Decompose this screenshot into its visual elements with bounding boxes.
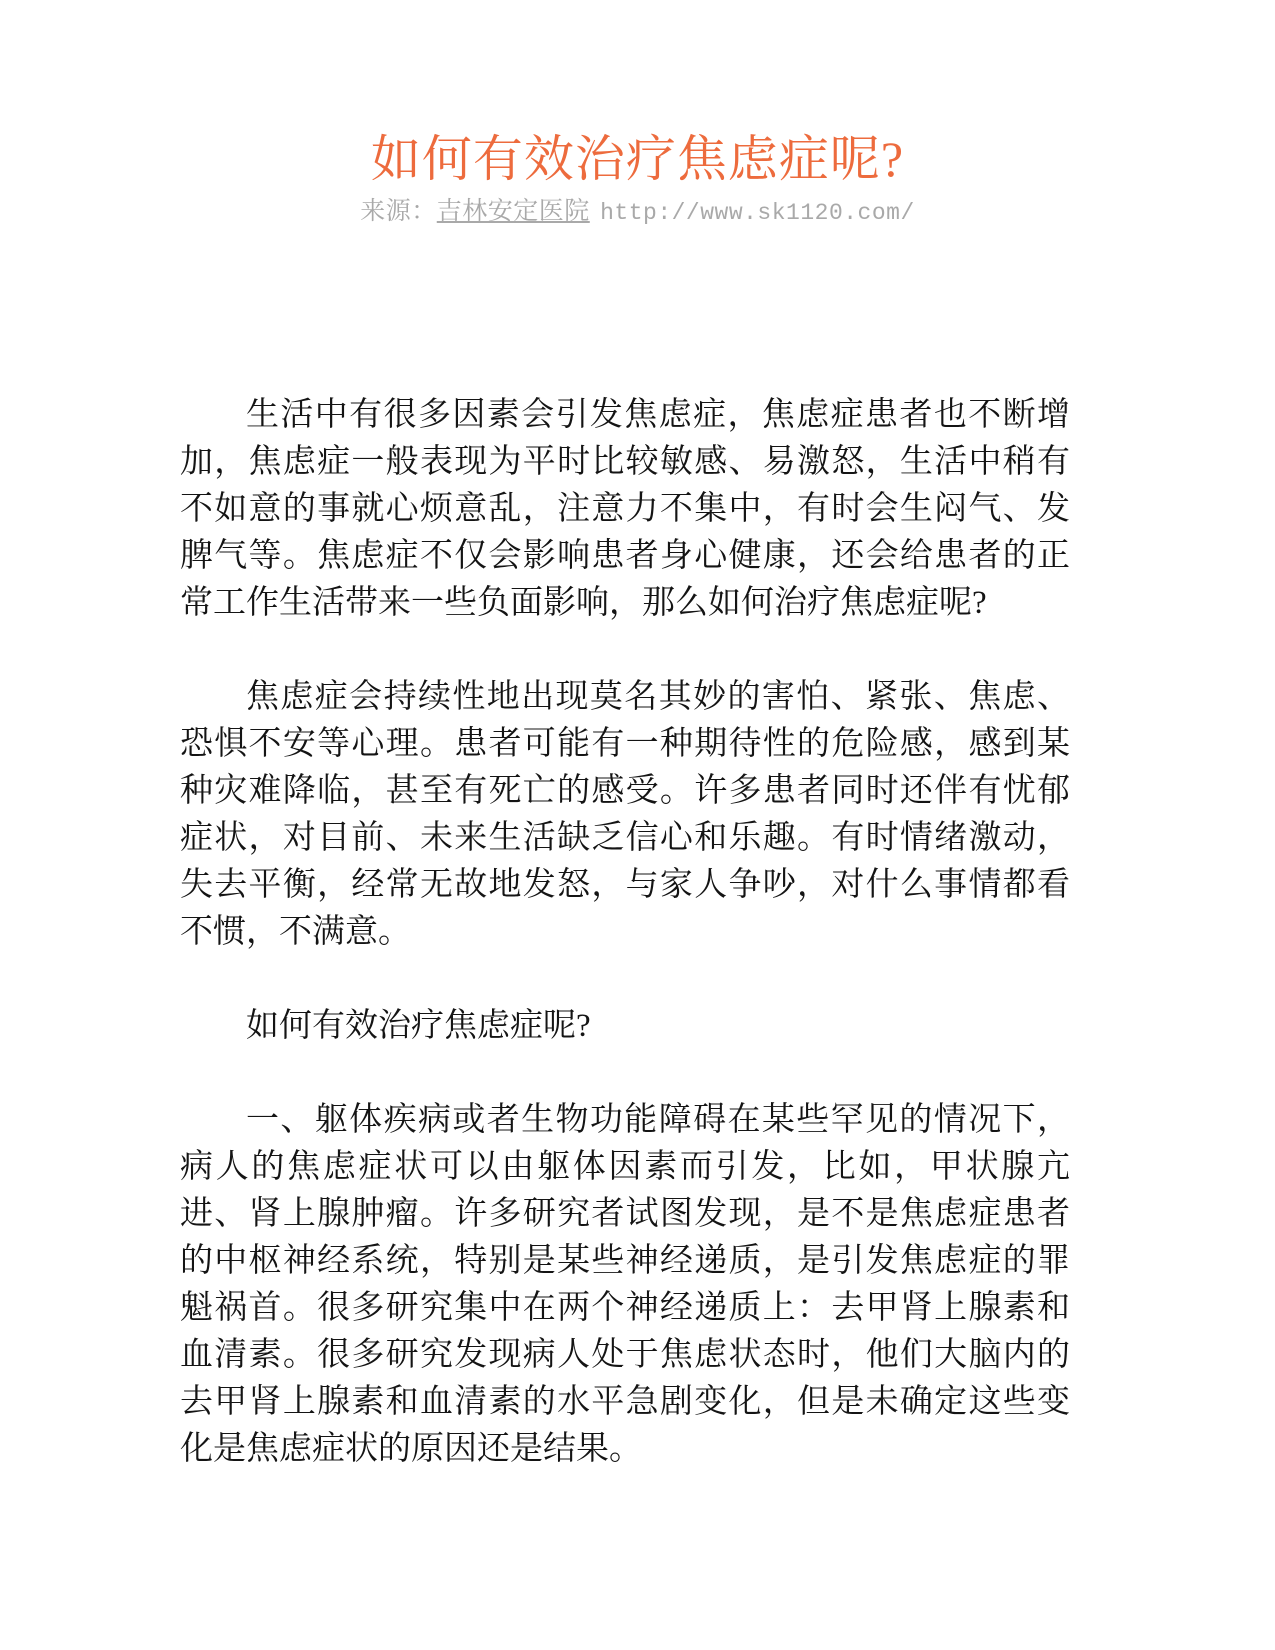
source-line [0, 196, 1275, 229]
paragraph-intro: 生活中有很多因素会引发焦虑症，焦虑症患者也不断增加，焦虑症一般表现为平时比较敏感、易激怒，生活中稍有不如意的事就心烦意乱，注意力不集中，有时会生闷气、发脾气等。焦虑症不仅会影响患者身心健康，还会给患者的正常工作生活带来一些负面影响，那么如何治疗焦虑症呢? [180, 397, 1070, 621]
source-url: http://www.sk1120.com/ [600, 200, 915, 226]
article-title: 如何有效治疗焦虑症呢? [370, 131, 905, 187]
article-body [180, 392, 1070, 1473]
paragraph-causes: 一、躯体疾病或者生物功能障碍在某些罕见的情况下，病人的焦虑症状可以由躯体因素而引发，比如，甲状腺亢进、肾上腺肿瘤。许多研究者试图发现，是不是焦虑症患者的中枢神经系统，特别是某些神经递质，是引发焦虑症的罪魁祸首。很多研究集中在两个神经递质上：去甲肾上腺素和血清素。很多研究发现病人处于焦虑状态时，他们大脑内的去甲肾上腺素和血清素的水平急剧变化，但是未确定这些变化是焦虑症状的原因还是结果。 [180, 1102, 1070, 1467]
source-hospital-link[interactable]: 吉林安定医院 [436, 198, 590, 225]
source-prefix: 来源： [360, 198, 437, 225]
paragraph-symptoms: 焦虑症会持续性地出现莫名其妙的害怕、紧张、焦虑、恐惧不安等心理。患者可能有一种期待性的危险感，感到某种灾难降临，甚至有死亡的感受。许多患者同时还伴有忧郁症状，对目前、未来生活缺乏信心和乐趣。有时情绪激动，失去平衡，经常无故地发怒，与家人争吵，对什么事情都看不惯，不满意。 [180, 679, 1070, 950]
subheading-treatment-question: 如何有效治疗焦虑症呢? [246, 1008, 591, 1044]
